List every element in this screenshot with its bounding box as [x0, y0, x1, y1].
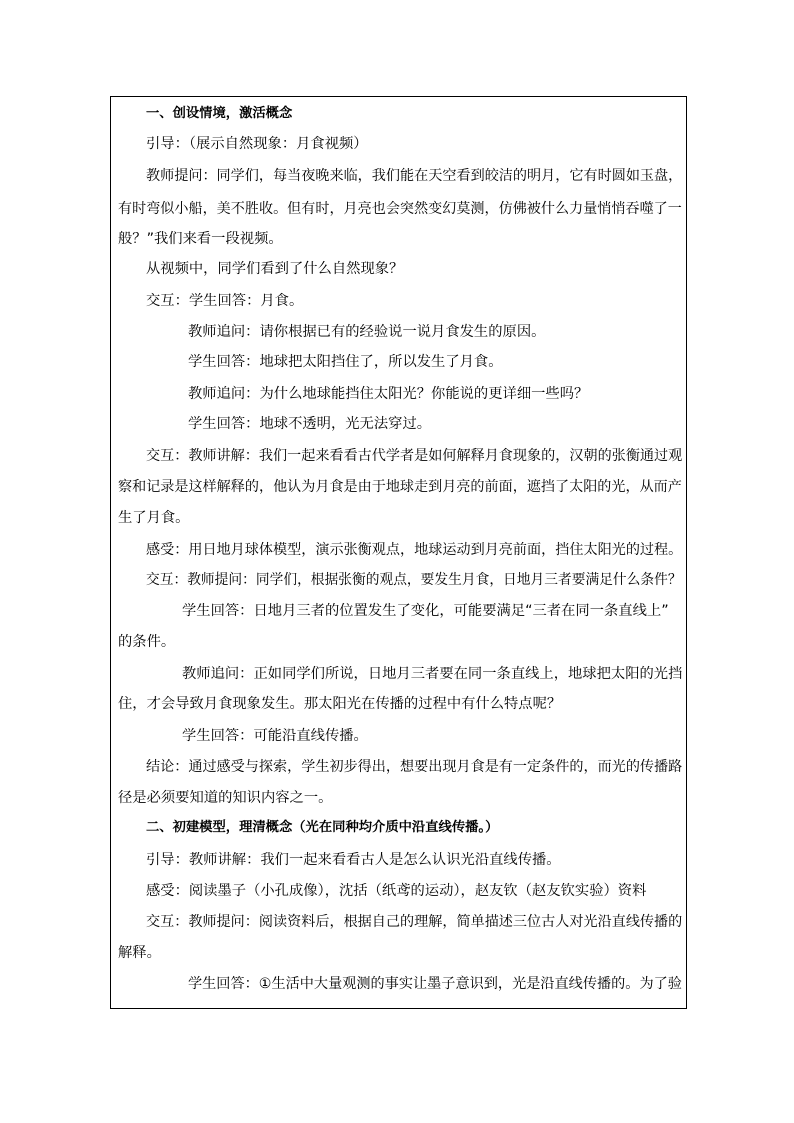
text-line: 学生回答：地球把太阳挡住了，所以发生了月食。 [188, 354, 503, 370]
text-line: 学生回答：日地月三者的位置发生了变化，可能要满足“三者在同一条直线上” [182, 603, 669, 619]
text-line: 感受：用日地月球体模型，演示张衡观点，地球运动到月亮前面，挡住太阳光的过程。 [146, 542, 683, 558]
section-heading: 一、创设情境，激活概念 [146, 106, 293, 121]
text-line: 径是必须要知道的知识内容之一。 [118, 790, 333, 806]
text-line: 教师追问：正如同学们所说，日地月三者要在同一条直线上，地球把太阳的光挡 [182, 666, 683, 682]
text-line: 察和记录是这样解释的，他认为月食是由于地球走到月亮的前面，遮挡了太阳的光，从而产 [118, 479, 682, 495]
text-line: 住，才会导致月食现象发生。那太阳光在传播的过程中有什么特点呢？ [118, 696, 562, 712]
text-line: 感受：阅读墨子（小孔成像），沈括（纸鸢的运动），赵友钦（赵友钦实验）资料 [146, 883, 647, 899]
text-line: 学生回答：①生活中大量观测的事实让墨子意识到，光是沿直线传播的。为了验 [188, 976, 682, 992]
text-line: 交互：教师讲解：我们一起来看看古代学者是如何解释月食现象的，汉朝的张衡通过观 [146, 448, 683, 464]
section-heading: 二、初建模型，理清概念（光在同种均介质中沿直线传播。） [146, 820, 499, 835]
text-line: 从视频中，同学们看到了什么自然现象？ [146, 261, 404, 277]
text-line: 解释。 [118, 945, 161, 961]
text-line: 教师提问：同学们，每当夜晚来临，我们能在天空看到皎洁的明月，它有时圆如玉盘， [146, 168, 683, 184]
text-line: 交互：学生回答：月食。 [146, 293, 304, 309]
text-line: 教师追问：为什么地球能挡住太阳光？你能说的更详细一些吗？ [188, 386, 589, 402]
text-line: 生了月食。 [118, 510, 190, 526]
text-line: 学生回答：地球不透明，光无法穿过。 [188, 416, 432, 432]
text-line: 结论：通过感受与探索，学生初步得出，想要出现月食是有一定条件的，而光的传播路 [146, 759, 683, 775]
text-line: 有时弯似小船，美不胜收。但有时，月亮也会突然变幻莫测，仿佛被什么力量悄悄吞噬了一 [118, 201, 682, 217]
text-line: 引导：教师讲解：我们一起来看看古人是怎么认识光沿直线传播。 [146, 852, 561, 868]
text-line: 交互：教师提问：同学们，根据张衡的观点，要发生月食，日地月三者要满足什么条件？ [146, 572, 682, 588]
text-line: 的条件。 [118, 634, 176, 650]
text-line: 教师追问：请你根据已有的经验说一说月食发生的原因。 [188, 324, 546, 340]
text-line: 交互：教师提问：阅读资料后，根据自己的理解，简单描述三位古人对光沿直线传播的 [146, 914, 683, 930]
text-line: 引导：（展示自然现象：月食视频） [146, 136, 368, 152]
text-line: 般？”我们来看一段视频。 [118, 231, 283, 247]
text-line: 学生回答：可能沿直线传播。 [182, 728, 368, 744]
